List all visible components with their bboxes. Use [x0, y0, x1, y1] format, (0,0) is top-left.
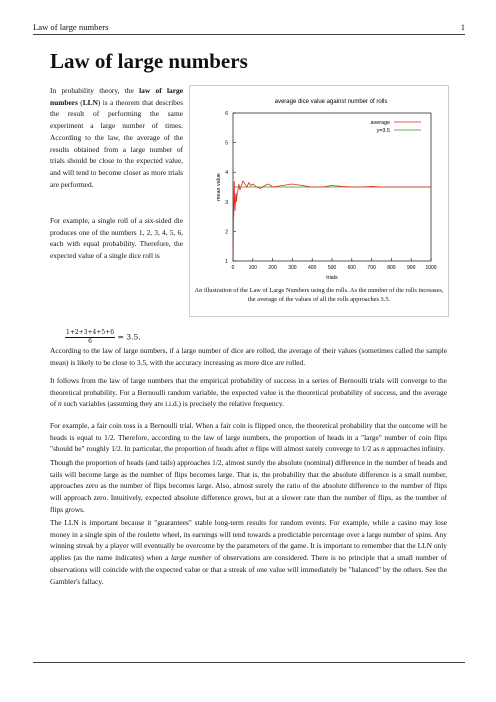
article-title: Law of large numbers — [50, 49, 248, 73]
figure-caption: An illustration of the Law of Large Numbers using die rolls. As the number of die rolls increases, the average of the values of all the rolls approaches 3.5. — [194, 287, 444, 303]
figure — [189, 85, 449, 317]
coin-paragraph: For example, a fair coin toss is a Bernoulli trial. When a fair coin is flipped once, the theoretical probability that the outcome will be heads is equal to 1/2. Therefore, according to the law of large numbers, the proportion of heads in a "large" number of coin flips "should be" roughly 1/2. In particular, the proportion of heads after n flips will almost surely converge to 1/2 as n approaches infinity. — [50, 421, 447, 454]
x-tick-label: 700 — [367, 265, 376, 271]
fraction-numerator: 1+2+3+4+5+6 — [66, 329, 115, 336]
x-tick-label: 0 — [231, 265, 235, 271]
dice-law-paragraph: According to the law of large numbers, if a large number of dice are rolled, the average of their values (sometimes called the sample mean) is likely to be close to 3.5, with the accuracy increasing as more dice are rolled. — [50, 346, 447, 367]
x-tick-label: 1000 — [425, 265, 437, 271]
running-title: Law of large numbers — [33, 22, 109, 32]
legend-label-y35: y=3.5 — [376, 128, 390, 134]
header-rule — [33, 34, 465, 35]
expected-value-formula — [65, 329, 141, 346]
page-number: 1 — [460, 22, 465, 32]
x-tick-label: 200 — [268, 265, 277, 271]
term-law-of-large-numbers: law of large numbers — [50, 86, 183, 107]
stability-paragraph: The LLN is important because it "guarantees" stable long-term results for random events. For example, while a casino may lose money in a single spin of the roulette wheel, its earnings will tend towards a predictable percentage over a large number of spins. Any winning streak by a player will eventually be overcome by the parameters of the game. It is important to remember that the LLN only applies (as the name indicates) when a large number of observations are considered. There is no principle that a small number of observations will coincide with the expected value or that a streak of one value will immediately be "balanced" by the others. See the Gambler's fallacy. — [50, 518, 447, 586]
x-tick-label: 500 — [327, 265, 337, 271]
y-tick-label: 5 — [225, 140, 228, 147]
y-tick-label: 4 — [225, 170, 228, 177]
y-tick-label: 6 — [225, 111, 228, 117]
formula-result: = 3.5. — [117, 332, 141, 342]
y-axis-label: mean value — [216, 173, 222, 201]
bernoulli-paragraph: It follows from the law of large numbers that the empirical probability of success in a series of Bernoulli trials will converge to the theoretical probability. For a Bernoulli random variable, the expected value is the theoretical probability of success, and the average of n such variables (assuming they are i.i.d.) is precisely the relative frequency. — [50, 376, 447, 409]
series-line-average — [233, 181, 431, 261]
footer-rule — [33, 662, 465, 663]
fraction-denominator: 6 — [88, 338, 92, 345]
y-tick-label: 1 — [225, 259, 228, 265]
x-axis-label: trials — [326, 275, 338, 281]
x-tick-label: 600 — [347, 265, 356, 271]
term-lln: LLN — [82, 97, 98, 107]
x-tick-label: 900 — [407, 265, 416, 271]
difference-paragraph: Though the proportion of heads (and tails) approaches 1/2, almost surely the absolute (nominal) difference in the number of heads and tails will become large as the number of flips becomes large. That is, the probability that the absolute difference is a small number, approaches zero as the number of flips becomes large. Also, almost surely the ratio of the absolute difference to the number of flips will approach zero. Intuitively, expected absolute difference grows, but at a slower rate than the number of flips, as the number of flips grows. — [50, 458, 447, 514]
x-tick-label: 100 — [248, 265, 257, 271]
running-header — [33, 18, 465, 34]
intro-paragraph: In probability theory, the law of large numbers (LLN) is a theorem that describes the result of performing the same experiment a large number of times. According to the law, the average of the results obtained from a large number of trials should be close to the expected value, and will tend to become closer as more trials are performed. — [50, 86, 183, 189]
legend — [371, 120, 421, 134]
chart-title: average dice value against number of rolls — [274, 99, 388, 105]
y-tick-label: 2 — [225, 229, 228, 236]
x-tick-label: 800 — [387, 265, 396, 271]
legend-label-average: average — [370, 120, 390, 126]
y-tick-label: 3 — [225, 199, 228, 206]
die-example-paragraph: For example, a single roll of a six-sided die produces one of the numbers 1, 2, 3, 4, 5, 6, each with equal probability. Therefore, the expected value of a single dice roll is — [50, 216, 183, 261]
x-tick-label: 300 — [288, 265, 297, 271]
fraction — [65, 329, 115, 346]
x-tick-label: 400 — [308, 265, 317, 271]
dice-average-chart — [193, 89, 445, 283]
